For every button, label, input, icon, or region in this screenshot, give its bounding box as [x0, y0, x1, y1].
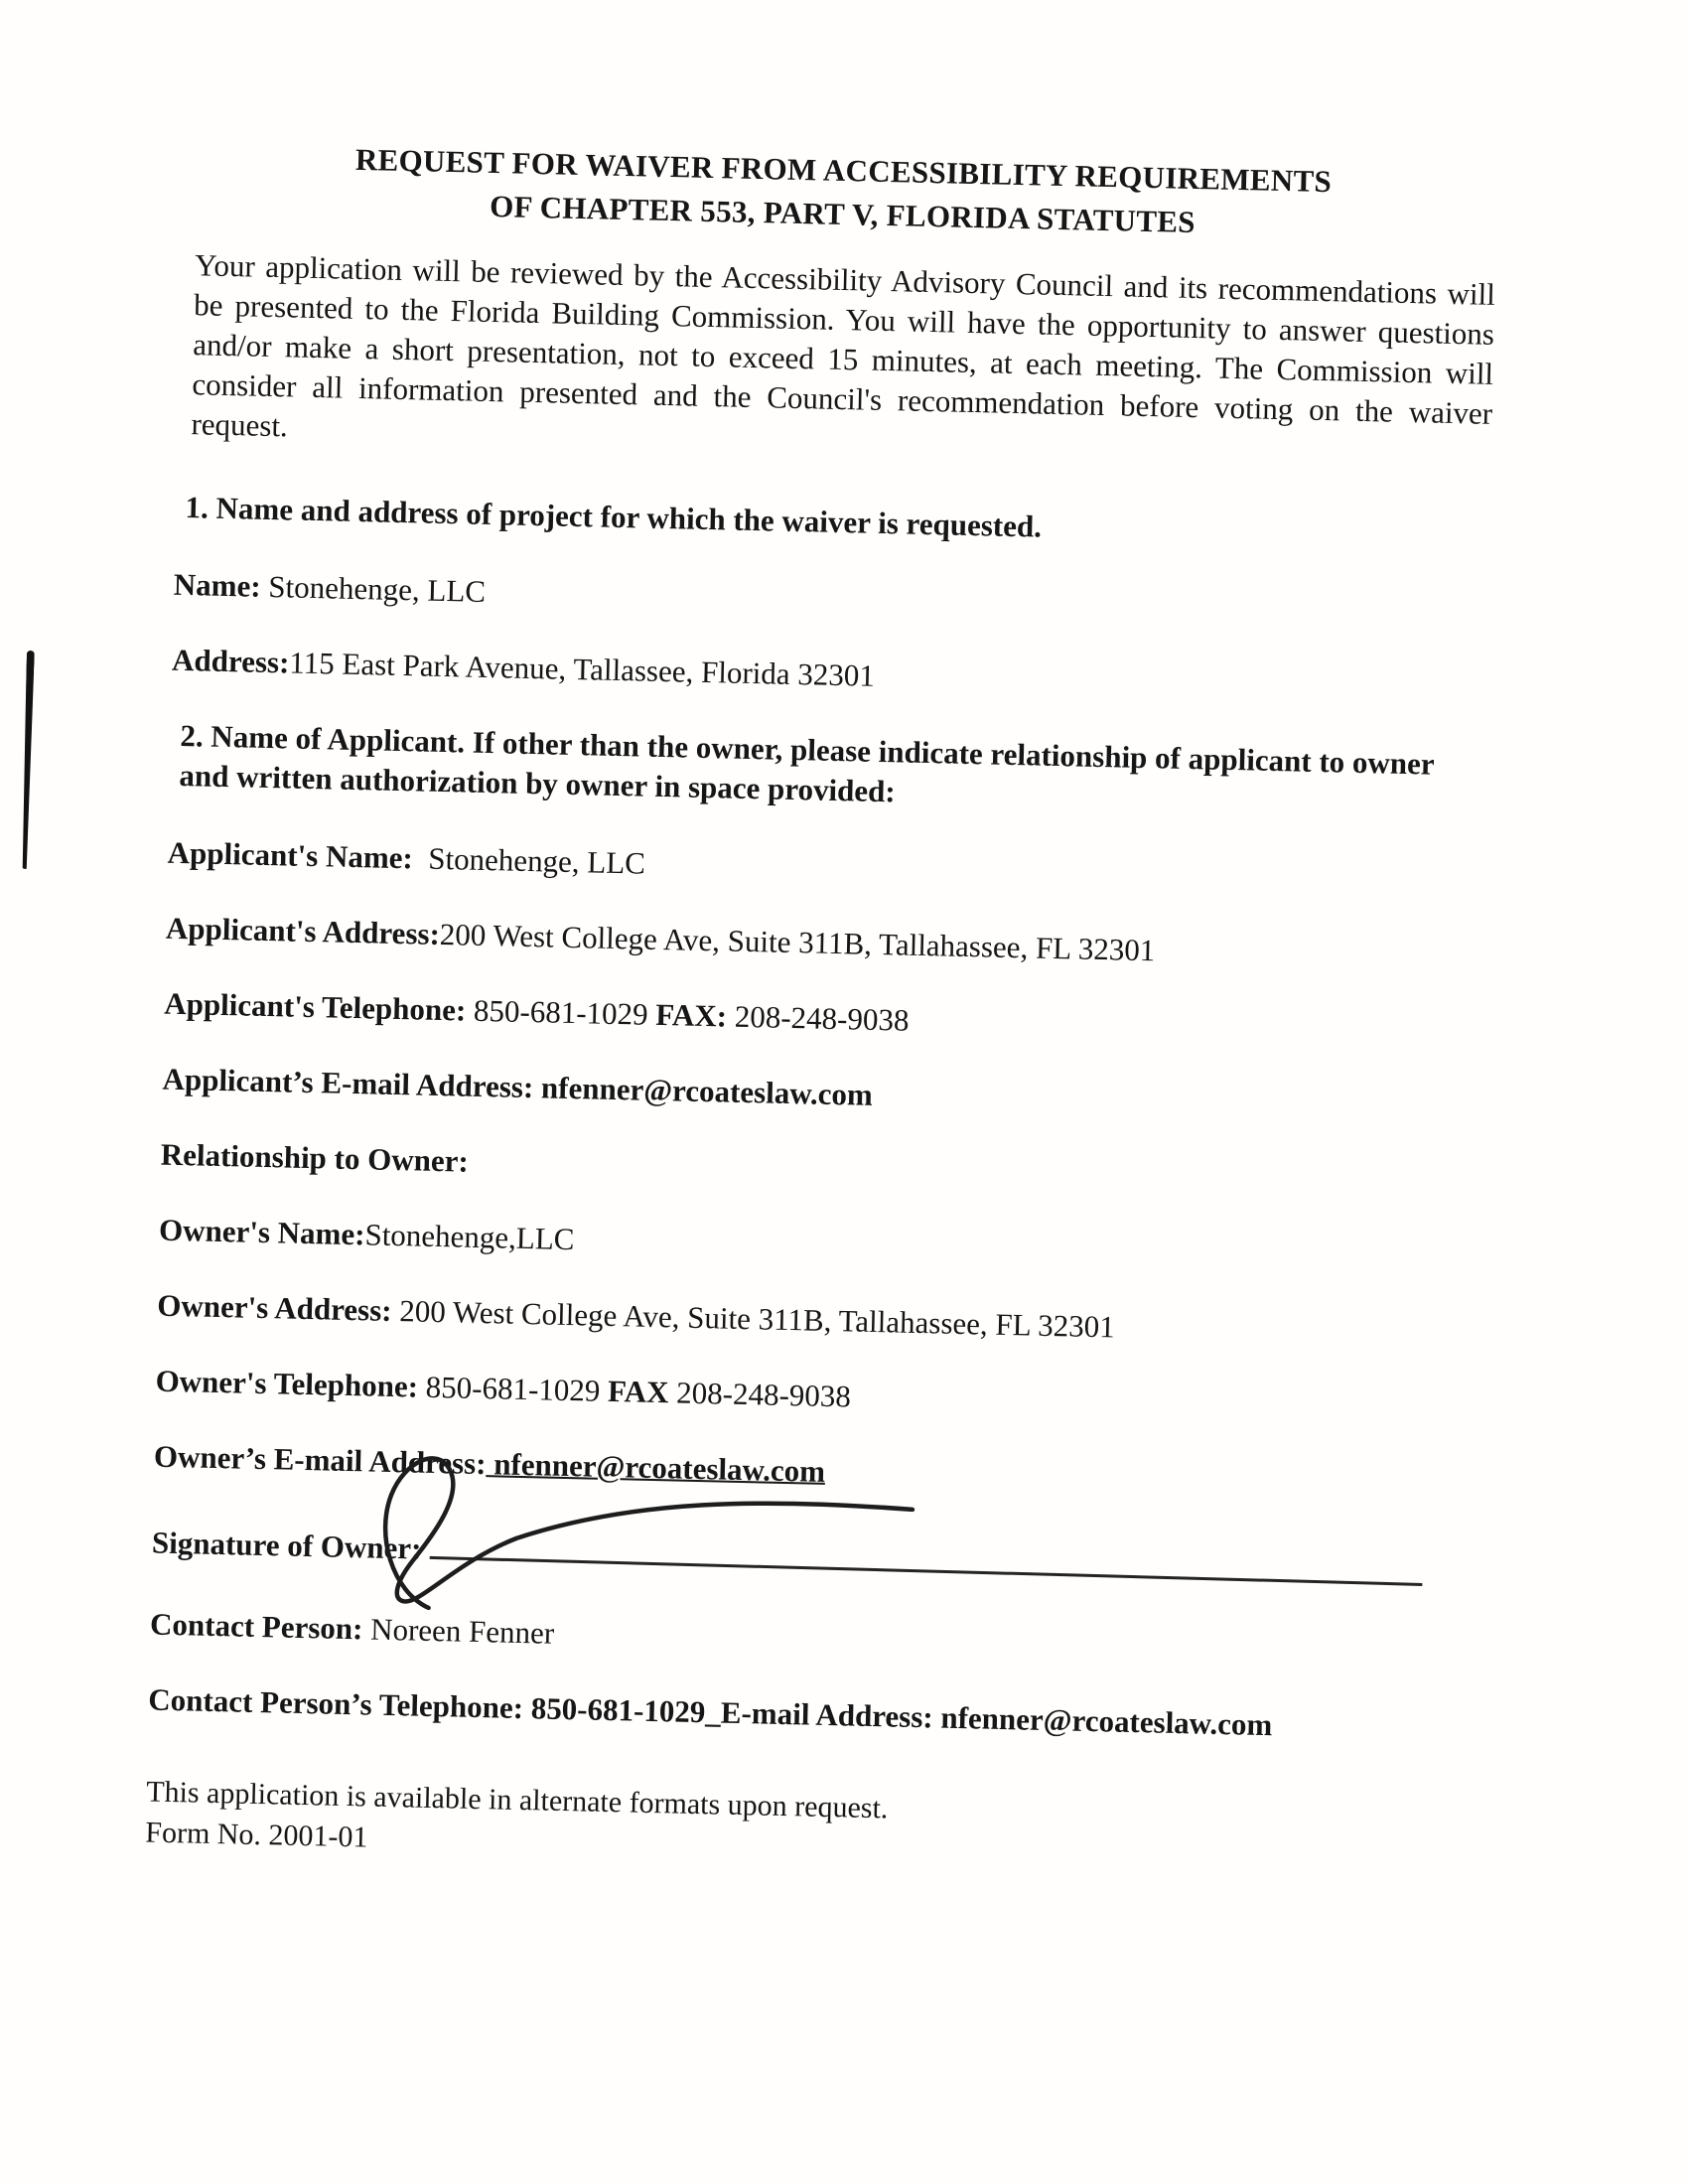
applicant-name-value: Stonehenge, LLC [412, 840, 646, 881]
applicant-address-value: 200 West College Ave, Suite 311B, Tallahassee, FL 32301 [439, 916, 1156, 968]
alternate-formats-note: This application is available in alternate formats upon request. [145, 1775, 889, 1825]
owner-telephone-label: Owner's Telephone: [155, 1363, 419, 1404]
intro-paragraph: Your application will be reviewed by the Accessibility Advisory Council and its recommendations will be presented to the Florida Building Commission. You will have the opportunity to answer questions and/or make a short presentation, not to exceed 15 minutes, at each meeting. The Commission will consider all information presented and the Council's recommendation before voting on the waiver request. [191, 247, 1496, 444]
contact-person-value: Noreen Fenner [362, 1611, 555, 1651]
owner-email-label: Owner’s E-mail Address: [153, 1438, 487, 1482]
project-name-row [173, 565, 1494, 635]
applicant-address-label: Applicant's Address: [165, 910, 441, 951]
relationship-label: Relationship to Owner: [160, 1136, 470, 1179]
section2-heading: 2. Name of Applicant. If other than the owner, please indicate relationship of applicant to owner and written authorization by owner in space provided: [179, 717, 1435, 809]
contact-telephone-label: Contact Person’s Telephone: [148, 1681, 524, 1725]
contact-email-value: nfenner@rcoateslaw.com [932, 1699, 1273, 1743]
applicant-email-label: Applicant’s E-mail Address: [162, 1061, 534, 1105]
applicant-email-row [162, 1060, 1483, 1129]
contact-person-row [150, 1604, 1472, 1674]
owner-name-row [159, 1211, 1480, 1280]
owner-name-value: Stonehenge,LLC [364, 1217, 575, 1257]
project-address-label: Address: [171, 642, 290, 680]
contact-person-label: Contact Person: [149, 1606, 363, 1647]
form-footer [145, 1771, 1468, 1882]
scan-artifact [21, 651, 35, 869]
contact-email-label: _E-mail Address: [705, 1694, 934, 1735]
form-number: Form No. 2001-01 [144, 1816, 368, 1854]
document-title [182, 134, 1504, 251]
owner-telephone-value: 850-681-1029 [417, 1369, 609, 1408]
owner-telephone-row [155, 1362, 1477, 1431]
applicant-telephone-row [164, 984, 1485, 1054]
applicant-telephone-label: Applicant's Telephone: [163, 985, 467, 1028]
applicant-fax-label: FAX: [655, 996, 728, 1034]
section1-heading: 1. Name and address of project for which the waiver is requested. [185, 490, 1043, 544]
signature-row [152, 1523, 1474, 1593]
owner-fax-value: 208-248-9038 [668, 1375, 852, 1414]
project-address-row [172, 641, 1493, 710]
applicant-email-value: nfenner@rcoateslaw.com [532, 1070, 874, 1112]
contact-telephone-value: 850-681-1029 [522, 1689, 706, 1730]
owner-address-label: Owner's Address: [157, 1287, 393, 1328]
form-content [145, 134, 1504, 1883]
applicant-name-row [167, 833, 1488, 903]
owner-name-label: Owner's Name: [158, 1212, 365, 1252]
relationship-row [160, 1135, 1481, 1205]
owner-address-value: 200 West College Ave, Suite 311B, Tallahassee, FL 32301 [391, 1292, 1116, 1345]
owner-address-row [157, 1286, 1478, 1356]
owner-email-value: nfenner@rcoateslaw.com [486, 1446, 826, 1489]
applicant-name-label: Applicant's Name: [167, 834, 414, 876]
applicant-address-row [166, 909, 1487, 978]
document-title-line1: REQUEST FOR WAIVER FROM ACCESSIBILITY REQUIREMENTS [354, 141, 1333, 200]
signature-line [429, 1529, 1422, 1586]
applicant-fax-value: 208-248-9038 [726, 998, 910, 1038]
applicant-telephone-value: 850-681-1029 [465, 992, 656, 1032]
project-address-value: 115 East Park Avenue, Tallassee, Florida 32301 [289, 645, 876, 693]
project-name-value: Stonehenge, LLC [260, 568, 487, 609]
project-name-label: Name: [173, 566, 262, 604]
owner-fax-label: FAX [607, 1373, 669, 1410]
document-title-line2: OF CHAPTER 553, PART V, FLORIDA STATUTES [489, 188, 1196, 240]
owner-email-row [153, 1437, 1475, 1507]
contact-telephone-row [148, 1679, 1470, 1749]
signature-label: Signature of Owner: [151, 1525, 422, 1566]
